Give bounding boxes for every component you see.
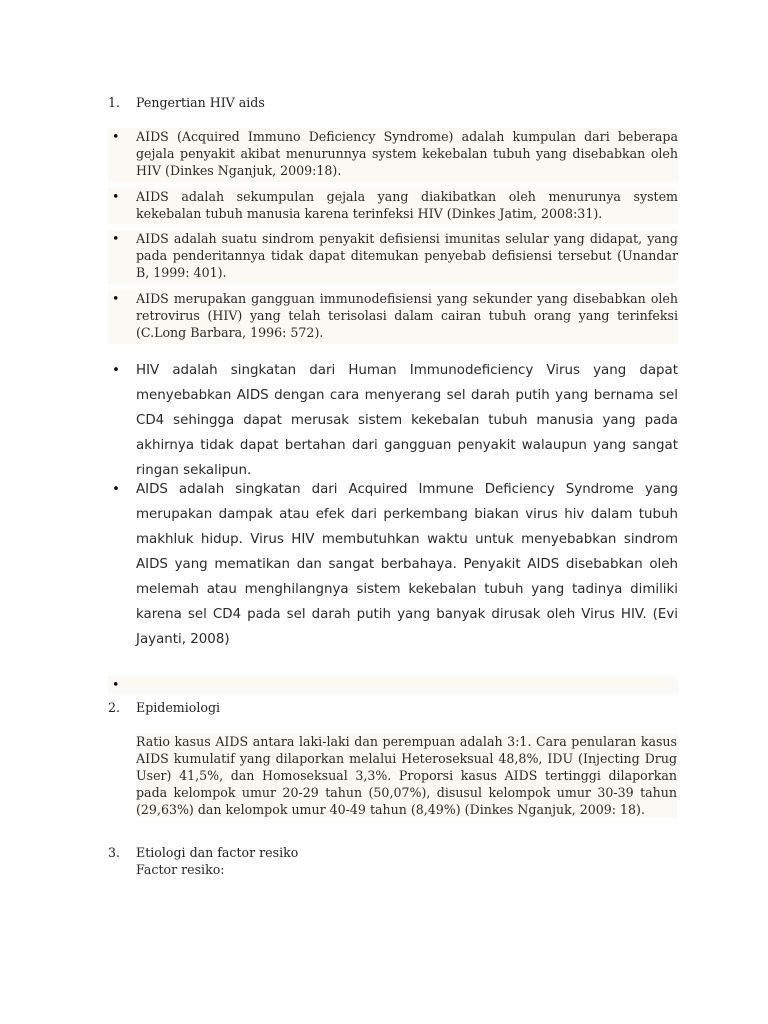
section-2-heading — [108, 699, 668, 716]
bullet-dot-1: • — [112, 129, 120, 144]
bullet-dot-2: • — [112, 189, 120, 204]
section-3-number: 3. — [108, 845, 121, 860]
bullet-item-4 — [108, 290, 678, 344]
epidemiologi-paragraph: Ratio kasus AIDS antara laki-laki dan perempuan adalah 3:1. Cara penularan kasus AIDS kumulatif yang dilaporkan melalui Heteroseksual 48,8%, IDU (Injecting Drug User) 41,5%, dan Homoseksual 3,3%. Proporsi kasus AIDS tertinggi dilaporkan pada kelompok umur 20-29 tahun (50,07%), disusul kelompok umur 30-39 tahun (29,63%) dan kelompok umur 40-49 tahun (8,49%) (Dinkes Nganjuk, 2009: 18). — [136, 734, 677, 817]
bullet-dot-5: • — [112, 363, 120, 378]
bullet-item-3 — [108, 230, 678, 284]
bullet-dot-3: • — [112, 231, 120, 246]
bullet-item-6 — [108, 477, 678, 649]
bullet-dot-6: • — [112, 482, 120, 497]
bullet-item-5 — [108, 358, 678, 478]
factor-resiko-label: Factor resiko: — [136, 862, 225, 877]
bullet-item-empty — [108, 676, 678, 694]
bullet-text-6: AIDS adalah singkatan dari Acquired Immune Deficiency Syndrome yang merupakan dampak atau efek dari perkembang biakan virus hiv dalam tubuh makhluk hidup. Virus HIV membutuhkan waktu untuk menyebabkan sindrom AIDS yang mematikan dan sangat berbahaya. Penyakit AIDS disebabkan oleh melemah atau menghilangnya sistem kekebalan tubuh yang tadinya dimiliki karena sel CD4 pada sel darah putih yang banyak dirusak oleh Virus HIV. (Evi Jayanti, 2008) — [136, 482, 678, 647]
section-2-title: Epidemiologi — [136, 700, 221, 715]
section-1-title: Pengertian HIV aids — [136, 95, 265, 110]
bullet-dot-4: • — [112, 291, 120, 306]
section-3-title: Etiologi dan factor resiko — [136, 845, 299, 860]
bullet-item-1 — [108, 128, 678, 182]
section-1-number: 1. — [108, 95, 121, 110]
bullet-text-3: AIDS adalah suatu sindrom penyakit defisiensi imunitas selular yang didapat, yang pada penderitannya tidak dapat ditemukan penyebab defisiensi tersebut (Unandar B, 1999: 401). — [136, 231, 678, 280]
bullet-text-5: HIV adalah singkatan dari Human Immunodeficiency Virus yang dapat menyebabkan AIDS dengan cara menyerang sel darah putih yang bernama sel CD4 sehingga dapat merusak sistem kekebalan tubuh manusia yang pada akhirnya tidak dapat bertahan dari gangguan penyakit walaupun yang sangat ringan sekalipun. — [136, 363, 678, 478]
bullet-text-2: AIDS adalah sekumpulan gejala yang diakibatkan oleh menurunya system kekebalan tubuh manusia karena terinfeksi HIV (Dinkes Jatim, 2008:31). — [136, 189, 678, 221]
bullet-dot-empty: • — [112, 677, 120, 692]
bullet-text-4: AIDS merupakan gangguan immunodefisiensi yang sekunder yang disebabkan oleh retrovirus (HIV) yang telah terisolasi dalam cairan tubuh orang yang terinfeksi (C.Long Barbara, 1996: 572). — [136, 291, 678, 340]
section-3-heading — [108, 844, 668, 861]
section-1-heading — [108, 94, 668, 111]
bullet-text-1: AIDS (Acquired Immuno Deficiency Syndrome) adalah kumpulan dari beberapa gejala penyakit akibat menurunnya system kekebalan tubuh yang disebabkan oleh HIV (Dinkes Nganjuk, 2009:18). — [136, 129, 678, 178]
section-2-number: 2. — [108, 700, 121, 715]
bullet-item-2 — [108, 188, 678, 224]
